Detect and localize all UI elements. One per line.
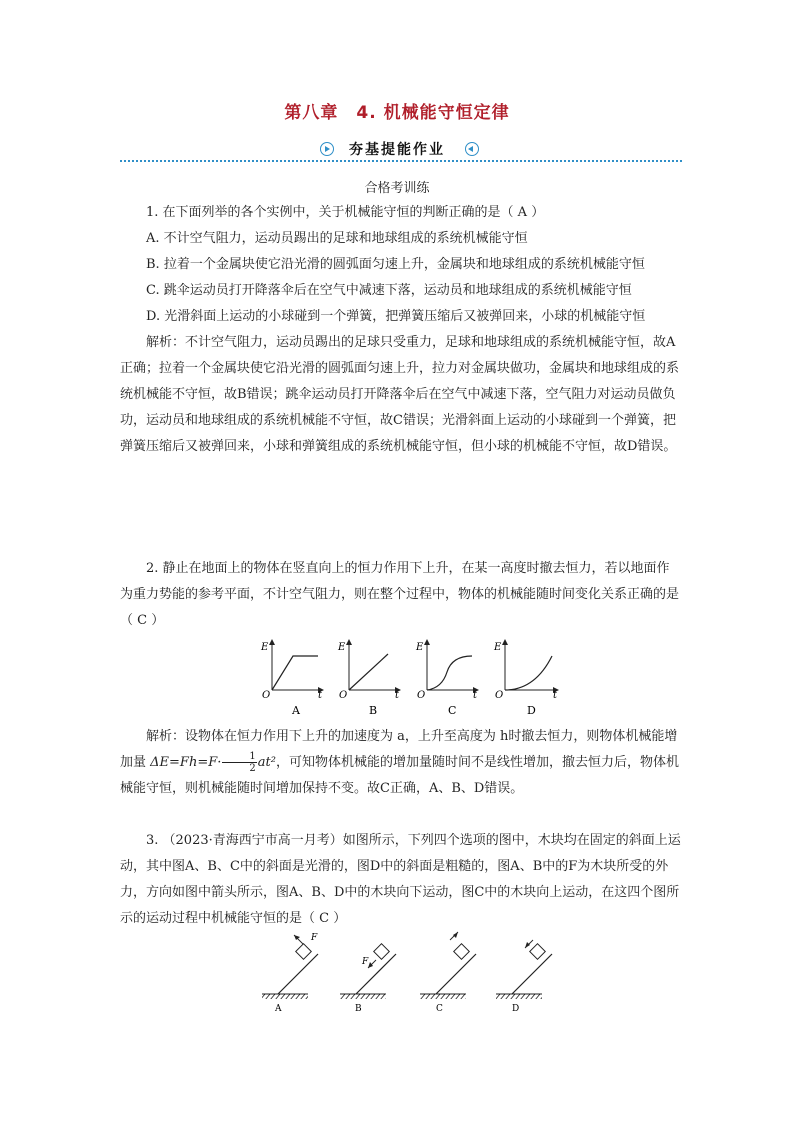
formula-lhs: ΔE=Fh=F·: [150, 755, 222, 770]
section-banner: [0, 139, 794, 161]
graph-b: [337, 640, 400, 717]
graph-a-label: A: [292, 704, 300, 717]
graph-a: [260, 640, 323, 717]
figure-b-label: B: [355, 1004, 362, 1014]
graph-d-label: D: [527, 704, 536, 717]
q1-analysis: 解析：不计空气阻力，运动员踢出的足球只受重力，足球和地球组成的系统机械能守恒，故A正确；拉着一个金属块使它沿光滑的圆弧面匀速上升，拉力对金属块做功，金属块和地球组成的系统机械能不守恒，故B错误；跳伞运动员打开降落伞后在空气中减速下落，空气阻力对运动员做负功，运动员和地球组成的系统机械能不守恒，故C错误；光滑斜面上运动的小球碰到一个弹簧，把弹簧压缩后又被弹回来，小球和弹簧组成的系统机械能守恒，但小球的机械能不守恒，故D错误。: [120, 335, 680, 454]
figure-c-label: C: [436, 1004, 443, 1014]
q2-formula: [150, 751, 276, 774]
figure-a-label: A: [275, 1004, 282, 1014]
q1-option-b: B. 拉着一个金属块使它沿光滑的圆弧面匀速上升，金属块和地球组成的系统机械能守恒: [146, 257, 645, 272]
question-2-stem: [120, 556, 682, 634]
q2-graphs: [0, 632, 794, 722]
q2-stem: 2. 静止在地面上的物体在竖直向上的恒力作用下上升，在某一高度时撤去恒力，若以地面作为重力势能的参考平面，不计空气阻力，则在整个过程中，物体的机械能随时间变化关系正确的是（ C ）: [120, 561, 680, 628]
q2-analysis-part2: ，可知物体机械能的增加量随时间不是线性增加，撤去恒力后，物体机械能守恒，则机械能随时间增加保持不变。故C正确，A、B、D错误。: [120, 755, 679, 796]
graph-c-origin: O: [417, 690, 426, 701]
q2-analysis: [120, 724, 682, 802]
graph-b-y-label: E: [338, 642, 346, 653]
incline-figure-b: [340, 944, 396, 1014]
graph-b-origin: O: [339, 690, 348, 701]
figure-a-force: F: [311, 933, 318, 943]
q1-option-c: C. 跳伞运动员打开降落伞后在空气中减速下落，运动员和地球组成的系统机械能守恒: [146, 283, 632, 298]
q1-stem: 1. 在下面列举的各个实例中，关于机械能守恒的判断正确的是（ A ）: [146, 205, 545, 220]
graph-d-origin: O: [495, 690, 504, 701]
incline-figure-c: [420, 932, 476, 1014]
graph-d-y-label: E: [494, 642, 502, 653]
graph-a-x-label: t: [318, 690, 323, 701]
play-left-icon: [465, 142, 479, 156]
graph-b-x-label: t: [395, 690, 400, 701]
incline-figure-d: [496, 940, 552, 1014]
q3-stem: 3. （2023·青海西宁市高一月考）如图所示，下列四个选项的图中，木块均在固定的斜面上运动，其中图A、B、C中的斜面是光滑的，图D中的斜面是粗糙的，图A、B中的F为木块所受的外力，方向如图中箭头所示，图A、B、D中的木块向下运动，图C中的木块向上运动，在这四个图所示的运动过程中机械能守恒的是（ C ）: [120, 833, 681, 926]
incline-figure-a: [262, 933, 318, 1014]
q3-figures: [0, 928, 794, 1018]
banner-label: 夯基提能作业: [349, 142, 445, 158]
formula-rhs: at²: [257, 755, 276, 770]
graph-c: [415, 640, 478, 717]
question-1: [120, 200, 682, 460]
graph-b-label: B: [369, 704, 378, 717]
q2-analysis-part1: 解析：设物体在恒力作用下上升的加速度为 a，上升至高度为 h时撤去恒力，则物体机械能增加量: [120, 729, 678, 770]
fraction: [222, 751, 256, 774]
question-3: [120, 828, 682, 932]
figure-d-label: D: [512, 1004, 520, 1014]
graph-d: [493, 640, 558, 717]
dotted-divider: [120, 160, 682, 162]
q1-option-a: A. 不计空气阻力，运动员踢出的足球和地球组成的系统机械能守恒: [146, 231, 528, 246]
graph-d-x-label: t: [553, 690, 558, 701]
graph-a-origin: O: [262, 690, 271, 701]
section-heading: 合格考训练: [364, 181, 430, 196]
graph-c-y-label: E: [416, 642, 424, 653]
q2-analysis-text: [120, 724, 682, 802]
q1-option-d: D. 光滑斜面上运动的小球碰到一个弹簧，把弹簧压缩后又被弹回来，小球的机械能守恒: [146, 309, 646, 324]
figure-b-force: F: [362, 957, 369, 967]
graph-a-y-label: E: [261, 642, 269, 653]
graph-c-label: C: [448, 704, 457, 717]
fraction-numerator: 1: [222, 751, 256, 763]
graph-c-x-label: t: [473, 690, 478, 701]
fraction-denominator: 2: [249, 763, 256, 774]
page-title: 第八章 4. 机械能守恒定律: [284, 103, 510, 123]
